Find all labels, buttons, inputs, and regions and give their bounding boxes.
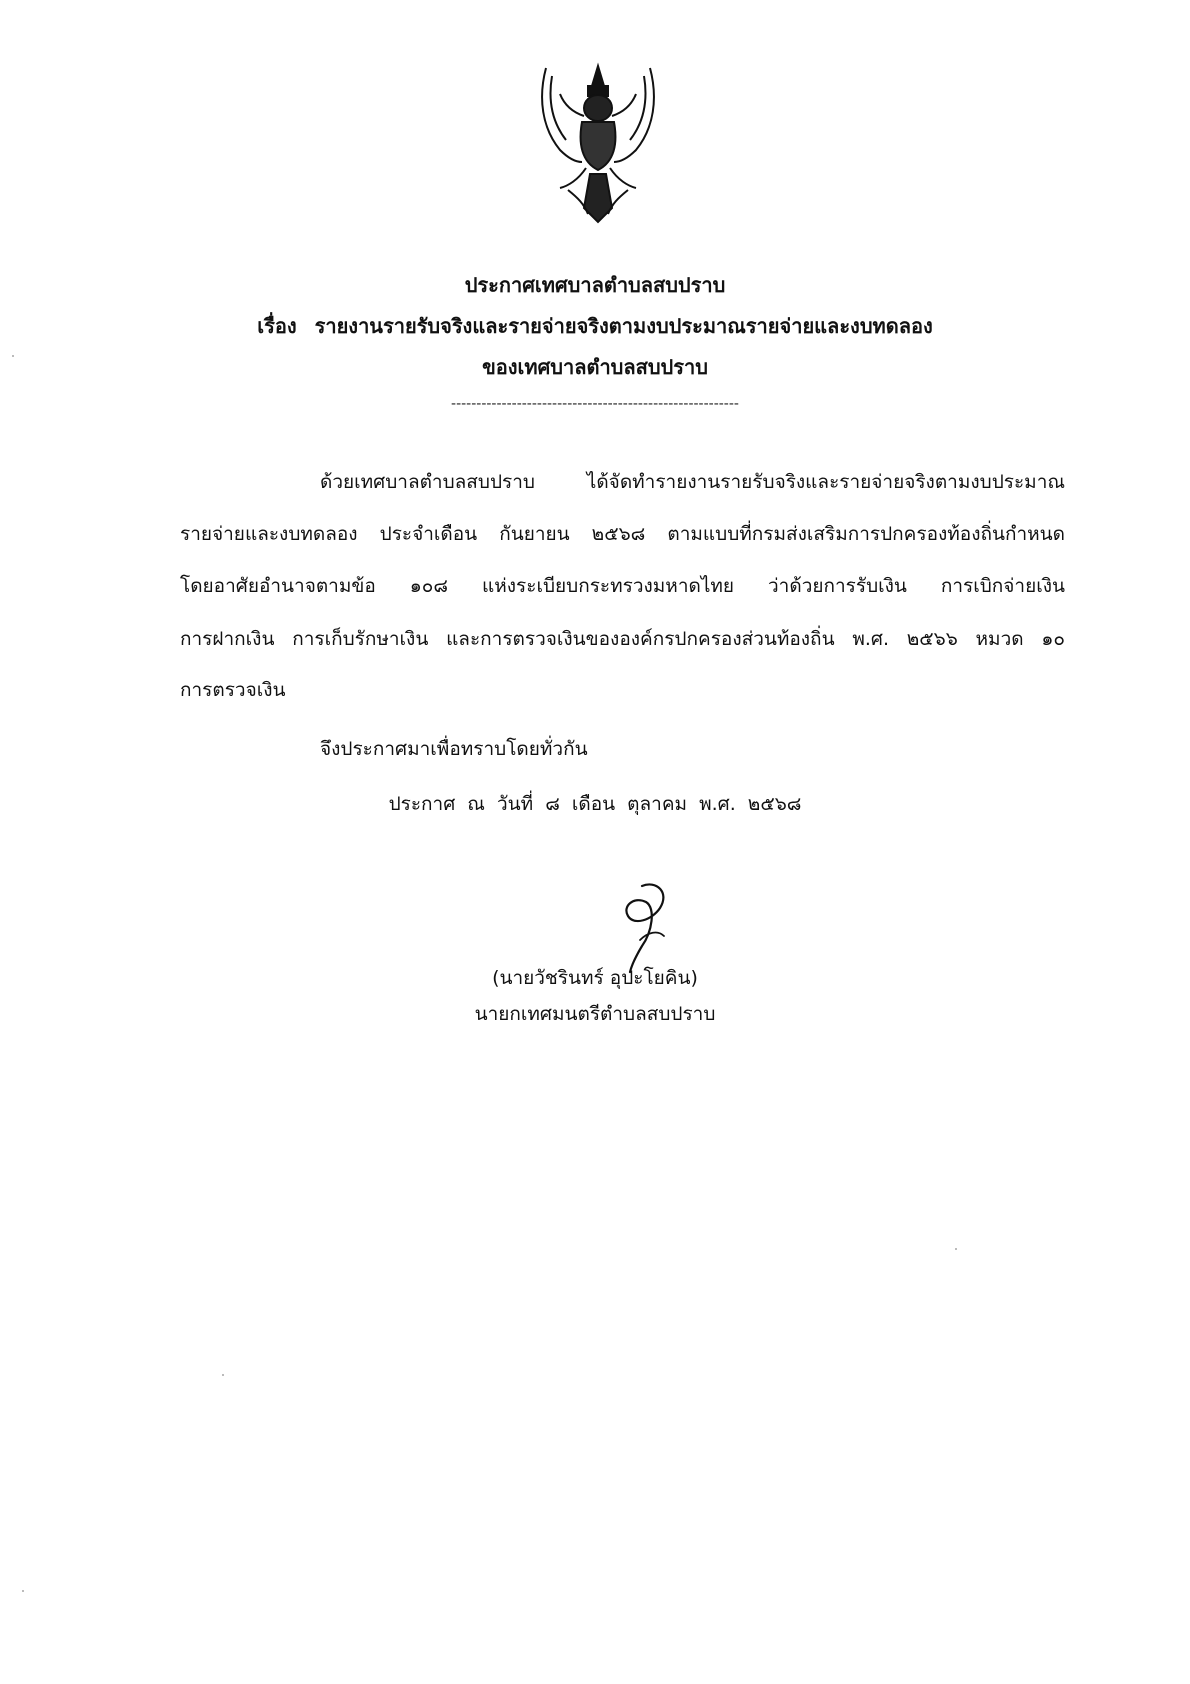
scan-speck xyxy=(222,1374,224,1376)
announcement-title: ประกาศเทศบาลตำบลสบปราบ xyxy=(464,273,726,297)
handwritten-signature xyxy=(612,882,682,974)
signer-name: (นายวัชรินทร์ อุปะโยคิน) xyxy=(492,967,698,989)
closing-statement: จึงประกาศมาเพื่อทราบโดยทั่วกัน xyxy=(320,738,588,760)
announcement-subject xyxy=(0,312,1190,340)
paragraph-line: การฝากเงิน การเก็บรักษาเงิน และการตรวจเงินขององค์กรปกครองส่วนท้องถิ่น พ.ศ. ๒๕๖๖ หมวด ๑๐ xyxy=(180,628,1065,650)
title-divider: --------------------------------------------------------- xyxy=(451,396,739,412)
paragraph-line: การตรวจเงิน xyxy=(180,679,286,701)
scan-speck xyxy=(955,1248,957,1250)
subject-label: เรื่อง xyxy=(257,314,297,338)
scan-speck xyxy=(12,355,14,357)
paragraph-line: โดยอาศัยอำนาจตามข้อ ๑๐๘ แห่งระเบียบกระทรวงมหาดไทย ว่าด้วยการรับเงิน การเบิกจ่ายเงิน xyxy=(180,575,1065,597)
garuda-emblem-icon xyxy=(538,58,658,226)
scan-speck xyxy=(22,1590,24,1592)
signer-position: นายกเทศมนตรีตำบลสบปราบ xyxy=(474,1003,716,1025)
paragraph-line: รายจ่ายและงบทดลอง ประจำเดือน กันยายน ๒๕๖๘ ตามแบบที่กรมส่งเสริมการปกครองท้องถิ่นกำหนด xyxy=(180,523,1065,545)
paragraph-line: ด้วยเทศบาลตำบลสบปราบ ได้จัดทำรายงานรายรับจริงและรายจ่ายจริงตามงบประมาณ xyxy=(320,471,1065,493)
subject-text: รายงานรายรับจริงและรายจ่ายจริงตามงบประมาณรายจ่ายและงบทดลอง xyxy=(314,314,933,338)
announcement-date: ประกาศ ณ วันที่ ๘ เดือน ตุลาคม พ.ศ. ๒๕๖๘ xyxy=(388,793,802,815)
announcement-title-line3: ของเทศบาลตำบลสบปราบ xyxy=(482,355,708,379)
